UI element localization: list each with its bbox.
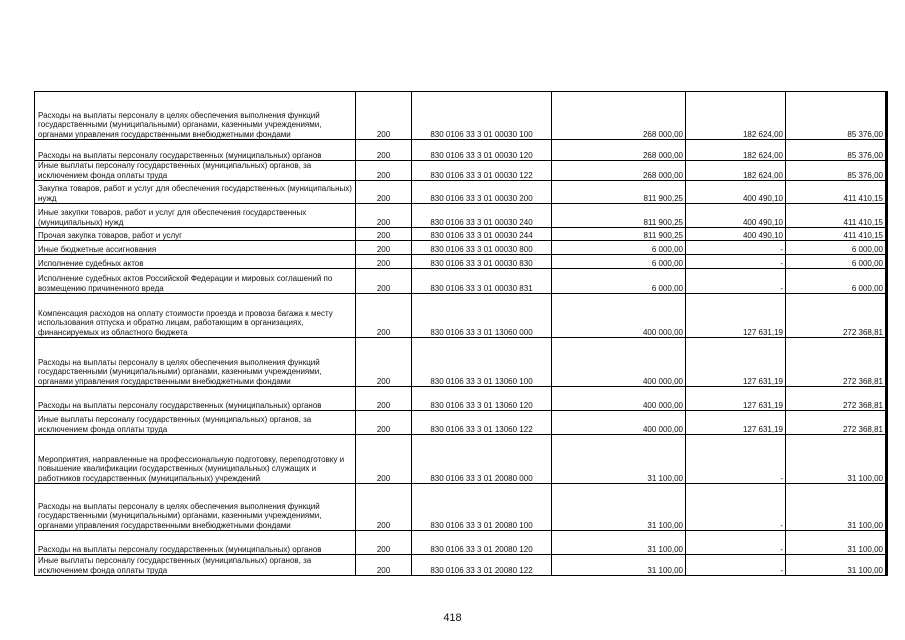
name-cell: Расходы на выплаты персоналу в целях обеспечения выполнения функций государственными (муниципальными) органами, казенными учреждениями, органами управления государственными внебюджетными фондами [35,92,356,140]
approved-amount-cell: 268 000,00 [552,161,686,181]
approved-amount-cell: 811 900,25 [552,228,686,241]
executed-amount-cell: 127 631,19 [686,411,786,435]
approved-amount-cell: 811 900,25 [552,181,686,204]
name-cell: Расходы на выплаты персоналу государственных (муниципальных) органов [35,140,356,161]
name-cell: Мероприятия, направленные на профессиональную подготовку, переподготовку и повышение квалификации государственных (муниципальных) служащих и работников государственных (муниципальных) учреждений [35,435,356,484]
executed-amount-cell: - [686,241,786,255]
name-cell: Прочая закупка товаров, работ и услуг [35,228,356,241]
table-row [35,531,887,555]
executed-amount-cell: 182 624,00 [686,140,786,161]
table-row [35,92,887,140]
executed-amount-cell: 127 631,19 [686,294,786,338]
approved-amount-cell: 400 000,00 [552,338,686,387]
table-row [35,411,887,435]
executed-amount-cell: 400 490,10 [686,181,786,204]
line-code-cell: 200 [356,241,412,255]
table-row [35,241,887,255]
approved-amount-cell: 6 000,00 [552,269,686,294]
budget-code-cell: 830 0106 33 3 01 20080 122 [412,555,552,576]
executed-amount-cell: - [686,555,786,576]
page-number: 418 [443,612,462,624]
budget-code-cell: 830 0106 33 3 01 00030 800 [412,241,552,255]
executed-amount-cell: 182 624,00 [686,161,786,181]
unexecuted-amount-cell: 411 410,15 [786,181,887,204]
line-code-cell: 200 [356,531,412,555]
budget-code-cell: 830 0106 33 3 01 00030 240 [412,204,552,228]
name-cell: Иные выплаты персоналу государственных (муниципальных) органов, за исключением фонда оплаты труда [35,161,356,181]
table-row [35,294,887,338]
table-row [35,161,887,181]
line-code-cell: 200 [356,338,412,387]
line-code-cell: 200 [356,411,412,435]
unexecuted-amount-cell: 411 410,15 [786,228,887,241]
line-code-cell: 200 [356,161,412,181]
budget-code-cell: 830 0106 33 3 01 00030 100 [412,92,552,140]
executed-amount-cell: - [686,531,786,555]
table-row [35,269,887,294]
approved-amount-cell: 31 100,00 [552,484,686,531]
unexecuted-amount-cell: 31 100,00 [786,531,887,555]
line-code-cell: 200 [356,255,412,269]
table-row [35,140,887,161]
name-cell: Расходы на выплаты персоналу в целях обеспечения выполнения функций государственными (муниципальными) органами, казенными учреждениями, органами управления государственными внебюджетными фондами [35,484,356,531]
unexecuted-amount-cell: 31 100,00 [786,555,887,576]
budget-code-cell: 830 0106 33 3 01 00030 200 [412,181,552,204]
budget-code-cell: 830 0106 33 3 01 00030 830 [412,255,552,269]
budget-execution-table [34,91,888,576]
line-code-cell: 200 [356,140,412,161]
budget-code-cell: 830 0106 33 3 01 00030 122 [412,161,552,181]
budget-code-cell: 830 0106 33 3 01 20080 120 [412,531,552,555]
line-code-cell: 200 [356,435,412,484]
executed-amount-cell: 400 490,10 [686,228,786,241]
table-row [35,181,887,204]
approved-amount-cell: 6 000,00 [552,255,686,269]
budget-code-cell: 830 0106 33 3 01 20080 000 [412,435,552,484]
table-row [35,484,887,531]
line-code-cell: 200 [356,92,412,140]
unexecuted-amount-cell: 6 000,00 [786,241,887,255]
line-code-cell: 200 [356,484,412,531]
approved-amount-cell: 6 000,00 [552,241,686,255]
budget-code-cell: 830 0106 33 3 01 13060 100 [412,338,552,387]
budget-code-cell: 830 0106 33 3 01 13060 120 [412,387,552,411]
line-code-cell: 200 [356,269,412,294]
unexecuted-amount-cell: 272 368,81 [786,387,887,411]
approved-amount-cell: 268 000,00 [552,140,686,161]
table-row [35,435,887,484]
budget-code-cell: 830 0106 33 3 01 00030 244 [412,228,552,241]
budget-code-cell: 830 0106 33 3 01 00030 831 [412,269,552,294]
name-cell: Иные закупки товаров, работ и услуг для обеспечения государственных (муниципальных) нужд [35,204,356,228]
line-code-cell: 200 [356,555,412,576]
executed-amount-cell: - [686,484,786,531]
approved-amount-cell: 31 100,00 [552,555,686,576]
name-cell: Расходы на выплаты персоналу государственных (муниципальных) органов [35,531,356,555]
unexecuted-amount-cell: 85 376,00 [786,161,887,181]
table-row [35,387,887,411]
unexecuted-amount-cell: 6 000,00 [786,255,887,269]
name-cell: Закупка товаров, работ и услуг для обеспечения государственных (муниципальных) нужд [35,181,356,204]
approved-amount-cell: 400 000,00 [552,387,686,411]
unexecuted-amount-cell: 272 368,81 [786,411,887,435]
unexecuted-amount-cell: 6 000,00 [786,269,887,294]
table-row [35,204,887,228]
executed-amount-cell: - [686,269,786,294]
table-row [35,338,887,387]
approved-amount-cell: 268 000,00 [552,92,686,140]
unexecuted-amount-cell: 411 410,15 [786,204,887,228]
executed-amount-cell: - [686,435,786,484]
executed-amount-cell: - [686,255,786,269]
table-row [35,228,887,241]
approved-amount-cell: 811 900,25 [552,204,686,228]
executed-amount-cell: 182 624,00 [686,92,786,140]
table-row [35,255,887,269]
unexecuted-amount-cell: 31 100,00 [786,484,887,531]
approved-amount-cell: 400 000,00 [552,294,686,338]
approved-amount-cell: 31 100,00 [552,531,686,555]
unexecuted-amount-cell: 31 100,00 [786,435,887,484]
name-cell: Расходы на выплаты персоналу в целях обеспечения выполнения функций государственными (муниципальными) органами, казенными учреждениями, органами управления государственными внебюджетными фондами [35,338,356,387]
executed-amount-cell: 127 631,19 [686,338,786,387]
executed-amount-cell: 127 631,19 [686,387,786,411]
unexecuted-amount-cell: 272 368,81 [786,294,887,338]
line-code-cell: 200 [356,294,412,338]
budget-code-cell: 830 0106 33 3 01 13060 000 [412,294,552,338]
name-cell: Исполнение судебных актов Российской Федерации и мировых соглашений по возмещению причиненного вреда [35,269,356,294]
line-code-cell: 200 [356,228,412,241]
unexecuted-amount-cell: 85 376,00 [786,140,887,161]
unexecuted-amount-cell: 272 368,81 [786,338,887,387]
line-code-cell: 200 [356,181,412,204]
budget-code-cell: 830 0106 33 3 01 00030 120 [412,140,552,161]
table-row [35,555,887,576]
budget-code-cell: 830 0106 33 3 01 13060 122 [412,411,552,435]
name-cell: Иные выплаты персоналу государственных (муниципальных) органов, за исключением фонда оплаты труда [35,555,356,576]
name-cell: Расходы на выплаты персоналу государственных (муниципальных) органов [35,387,356,411]
unexecuted-amount-cell: 85 376,00 [786,92,887,140]
name-cell: Исполнение судебных актов [35,255,356,269]
name-cell: Иные бюджетные ассигнования [35,241,356,255]
budget-code-cell: 830 0106 33 3 01 20080 100 [412,484,552,531]
approved-amount-cell: 400 000,00 [552,411,686,435]
line-code-cell: 200 [356,387,412,411]
name-cell: Иные выплаты персоналу государственных (муниципальных) органов, за исключением фонда оплаты труда [35,411,356,435]
approved-amount-cell: 31 100,00 [552,435,686,484]
line-code-cell: 200 [356,204,412,228]
executed-amount-cell: 400 490,10 [686,204,786,228]
name-cell: Компенсация расходов на оплату стоимости проезда и провоза багажа к месту использования отпуска и обратно лицам, работающим в организациях, финансируемых из областного бюджета [35,294,356,338]
